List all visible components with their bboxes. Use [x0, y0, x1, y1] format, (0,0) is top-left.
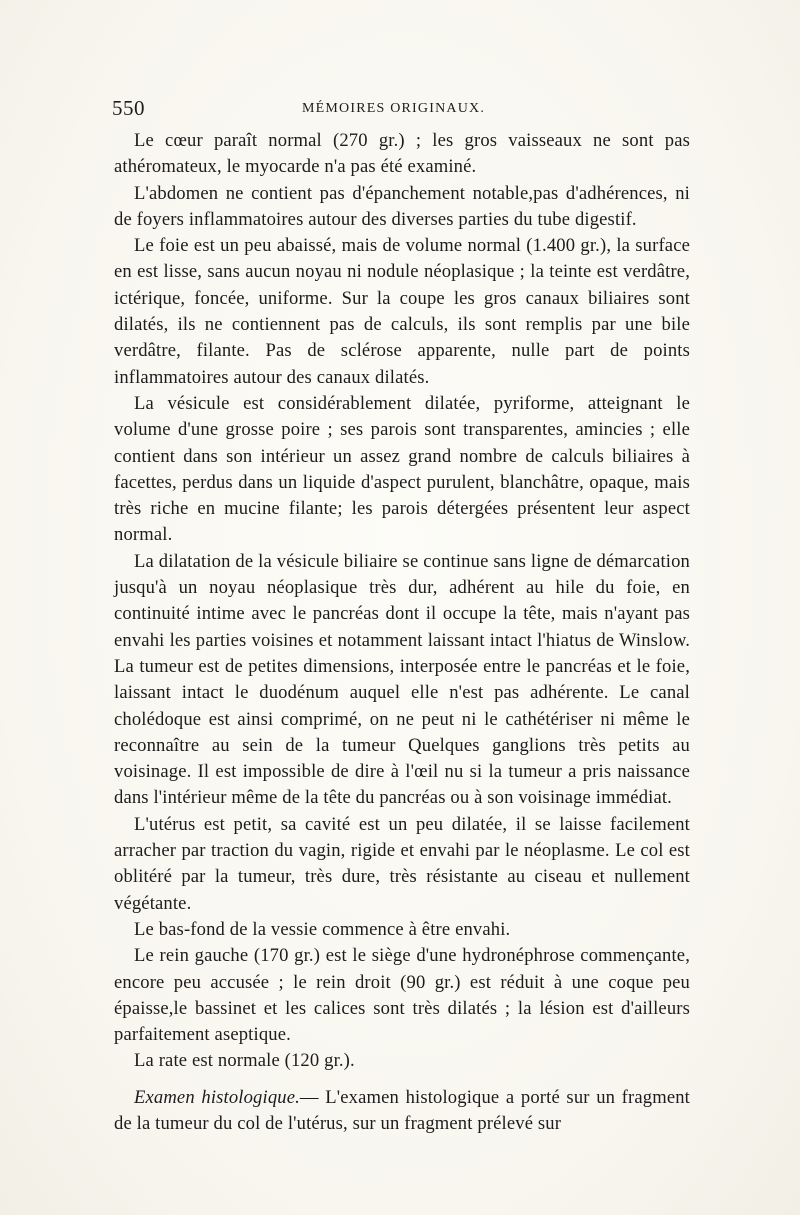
- paragraph-uterus: L'utérus est petit, sa cavité est un peu dilatée, il se laisse facilement arracher par traction du vagin, rigide et envahi par le néoplasme. Le col est oblitéré par la tumeur, très dure, très résistante au ciseau et nullement végétante.: [114, 813, 690, 914]
- running-head: MÉMOIRES ORIGINAUX.: [302, 101, 486, 116]
- paragraph-spleen: La rate est normale (120 gr.).: [134, 1050, 355, 1072]
- paragraph-heart: Le cœur paraît normal (270 gr.) ; les gros vaisseaux ne sont pas athéromateux, le myocarde n'a pas été examiné.: [114, 130, 690, 178]
- paragraph-abdomen: L'abdomen ne contient pas d'épanchement notable,pas d'adhérences, ni de foyers inflammatoires autour des diverses parties du tube digestif.: [114, 182, 690, 230]
- histology-heading: Examen histologique.: [134, 1086, 300, 1108]
- paragraph-bladder: Le bas-fond de la vessie commence à être envahi.: [134, 918, 511, 940]
- page-number: 550: [112, 96, 145, 120]
- page-header: [112, 96, 690, 126]
- paragraph-kidneys: Le rein gauche (170 gr.) est le siège d'une hydronéphrose commençante, encore peu accusée ; le rein droit (90 gr.) est réduit à une coque peu épaisse,le bassinet et les calices sont très dilatés ; la lésion est d'ailleurs parfaitement aseptique.: [114, 945, 690, 1046]
- histology-text: — L'examen histologique a porté sur un fragment de la tumeur du col de l'utérus, sur un fragment prélevé sur: [114, 1086, 690, 1134]
- paragraph-dilatation: La dilatation de la vésicule biliaire se continue sans ligne de démarcation jusqu'à un noyau néoplasique très dur, adhérent au hile du foie, en continuité intime avec le pancréas dont il occupe la tête, mais n'ayant pas envahi les parties voisines et notamment laissant intact l'hiatus de Winslow. La tumeur est de petites dimensions, interposée entre le pancréas et le foie, laissant intact le duodénum auquel elle n'est pas adhérente. Le canal cholédoque est ainsi comprimé, on ne peut ni le cathétériser ni même le reconnaître au sein de la tumeur Quelques ganglions très petits au voisinage. Il est impossible de dire à l'œil nu si la tumeur a pris naissance dans l'intérieur même de la tête du pancréas ou à son voisinage immédiat.: [114, 550, 690, 809]
- paragraph-histology: [114, 1085, 690, 1138]
- paragraph-liver: Le foie est un peu abaissé, mais de volume normal (1.400 gr.), la surface en est lisse, sans aucun noyau ni nodule néoplasique ; la teinte est verdâtre, ictérique, foncée, uniforme. Sur la coupe les gros canaux biliaires sont dilatés, ils ne contiennent pas de calculs, ils sont remplis par une bile verdâtre, filante. Pas de sclérose apparente, nulle part de points inflammatoires autour des canaux dilatés.: [114, 235, 690, 388]
- paragraph-gallbladder: La vésicule est considérablement dilatée, pyriforme, atteignant le volume d'une grosse poire ; ses parois sont transparentes, amincies ; elle contient dans son intérieur un assez grand nombre de calculs biliaires à facettes, perdus dans un liquide d'aspect purulent, blanchâtre, opaque, mais très riche en mucine filante; les parois détergées présentent leur aspect normal.: [114, 392, 690, 546]
- body-text: [114, 128, 690, 1137]
